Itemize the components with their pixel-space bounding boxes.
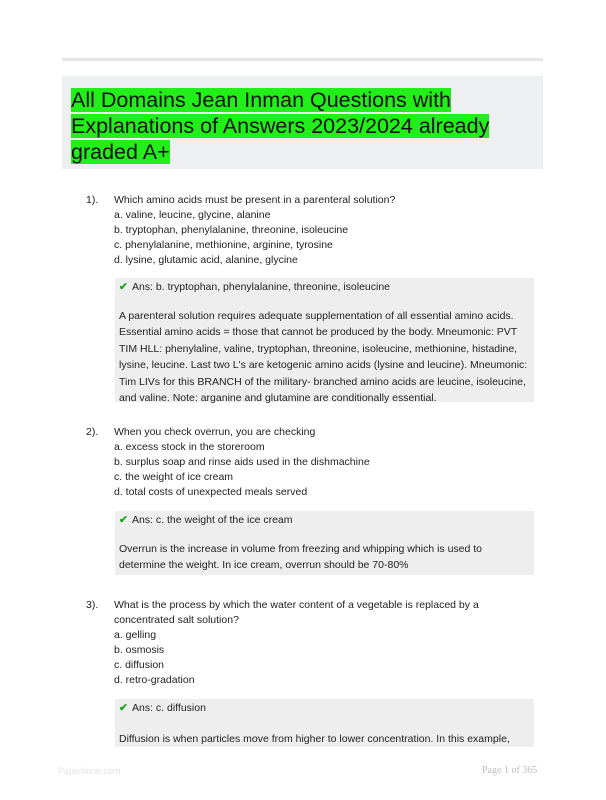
explanation-line: determine the weight. In ice cream, overrun should be 70-80% — [119, 559, 409, 572]
answer-line — [119, 279, 390, 295]
question-number: 3). — [86, 599, 99, 611]
explanation-line: and valine. Note: arganine and glutamine are conditionally essential. — [119, 392, 437, 405]
answer-box-1 — [115, 278, 534, 405]
explanation-line: TIM HLL: phenylaline, valine, tryptophan, threonine, isoleucine, methionine, histadine, — [119, 342, 518, 355]
answer-text: Ans: c. diffusion — [132, 702, 206, 714]
option-b: b. osmosis — [114, 644, 165, 656]
check-icon: ✔ — [119, 281, 128, 293]
option-a: a. gelling — [114, 629, 157, 641]
question-body — [114, 598, 534, 688]
explanation — [119, 541, 533, 574]
question-text: concentrated salt solution? — [114, 614, 239, 626]
option-b: b. tryptophan, phenylalanine, threonine, isoleucine — [114, 224, 349, 236]
explanation-line: Essential amino acids = those that cannot be produced by the body. Mneumonic: PVT — [119, 326, 518, 339]
explanation-line: A parenteral solution requires adequate supplementation of all essential amino acids. — [119, 310, 514, 322]
footer-watermark: Paperlibrai.com — [58, 766, 121, 776]
answer-text: Ans: c. the weight of the ice cream — [132, 514, 293, 526]
check-icon: ✔ — [119, 514, 128, 526]
page-number: Page 1 of 365 — [482, 765, 538, 776]
answer-line — [119, 512, 293, 528]
answer-box-2 — [115, 511, 534, 575]
option-c: c. the weight of ice cream — [114, 471, 234, 483]
option-d: d. lysine, glutamic acid, alanine, glycine — [114, 254, 298, 266]
option-c: c. phenylalanine, methionine, arginine, tyrosine — [114, 239, 333, 251]
option-a: a. valine, leucine, glycine, alanine — [114, 209, 271, 221]
question-body — [114, 425, 534, 500]
question-number: 2). — [86, 426, 99, 438]
option-d: d. retro-gradation — [114, 674, 195, 686]
option-b: b. surplus soap and rinse aids used in the dishmachine — [114, 456, 370, 468]
answer-text: Ans: b. tryptophan, phenylalanine, threonine, isoleucine — [132, 281, 391, 293]
answer-line — [119, 700, 206, 716]
document-title: All Domains Jean Inman Questions with Explanations of Answers 2023/2024 already graded A+ — [71, 88, 490, 164]
question-text: Which amino acids must be present in a parenteral solution? — [114, 194, 396, 206]
question-number: 1). — [86, 194, 99, 206]
question-body — [114, 193, 534, 268]
top-divider — [62, 58, 543, 61]
check-icon: ✔ — [119, 702, 128, 714]
explanation — [119, 308, 533, 406]
explanation — [119, 731, 533, 747]
question-text: What is the process by which the water content of a vegetable is replaced by a — [114, 599, 479, 611]
question-text: When you check overrun, you are checking — [114, 426, 316, 438]
answer-box-3 — [115, 699, 534, 747]
explanation-line: Diffusion is when particles move from higher to lower concentration. In this example, — [119, 733, 510, 745]
explanation-line: lysine, leucine. Last two L's are ketogenic amino acids (lysine and leucine). Mneumonic: — [119, 359, 528, 372]
explanation-line: Tim LIVs for this BRANCH of the military- branched amino acids are leucine, isoleucine, — [119, 375, 526, 388]
option-c: c. diffusion — [114, 659, 165, 671]
explanation-line: Overrun is the increase in volume from freezing and whipping which is used to — [119, 543, 483, 555]
option-a: a. excess stock in the storeroom — [114, 441, 265, 453]
option-d: d. total costs of unexpected meals served — [114, 486, 308, 498]
